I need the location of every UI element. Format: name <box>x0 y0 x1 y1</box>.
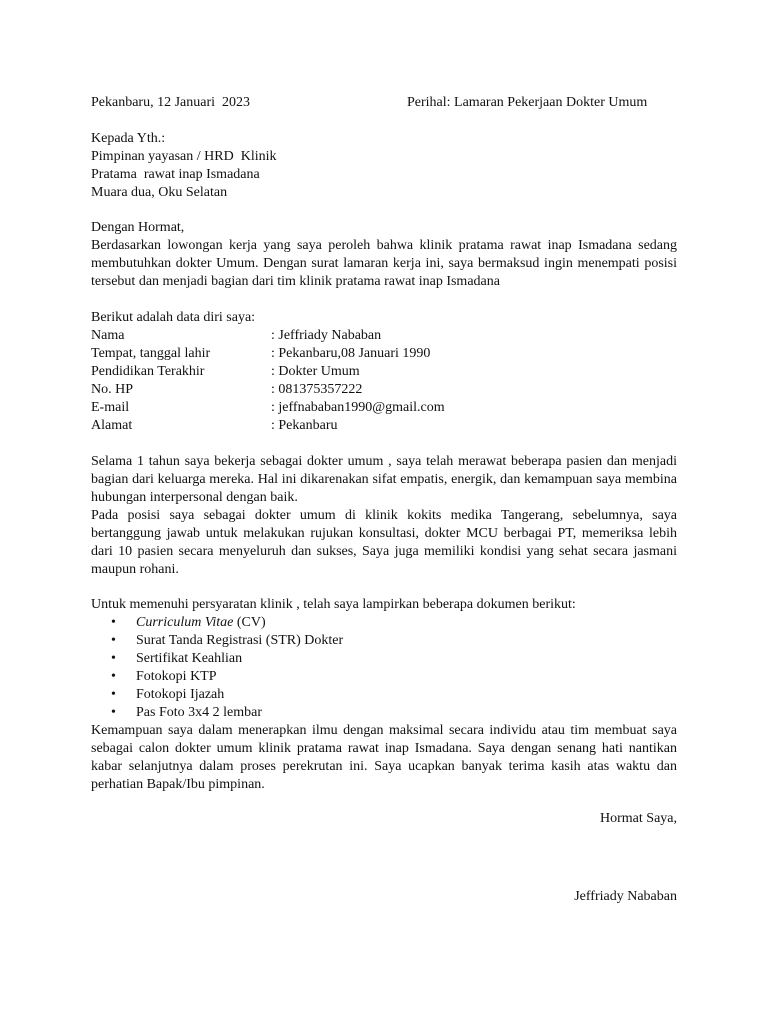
list-item <box>91 614 677 632</box>
list-item <box>91 650 677 668</box>
personal-data-value: : Pekanbaru <box>271 418 338 433</box>
documents-section <box>91 596 677 794</box>
personal-data-row <box>91 327 677 345</box>
bullet-icon: • <box>111 669 116 684</box>
list-item <box>91 704 677 722</box>
document-name: Sertifikat Keahlian <box>136 651 243 666</box>
document-name-suffix: (CV) <box>233 615 266 630</box>
bullet-icon: • <box>111 615 116 630</box>
personal-data-row <box>91 399 677 417</box>
documents-list <box>91 614 677 722</box>
personal-data-row <box>91 381 677 399</box>
bullet-icon: • <box>111 651 116 666</box>
personal-data-value: : Pekanbaru,08 Januari 1990 <box>271 346 431 361</box>
bullet-icon: • <box>111 633 116 648</box>
personal-data-row <box>91 345 677 363</box>
personal-data-label: Pendidikan Terakhir <box>91 364 205 379</box>
list-item <box>91 686 677 704</box>
letter-header <box>91 94 677 112</box>
document-name: Pas Foto 3x4 2 lembar <box>136 705 262 720</box>
personal-data-label: Tempat, tanggal lahir <box>91 346 211 361</box>
bullet-icon: • <box>111 687 116 702</box>
recipient-line: Pratama rawat inap Ismadana <box>91 167 260 182</box>
experience-paragraph-1: Selama 1 tahun saya bekerja sebagai dokter umum , saya telah merawat beberapa pasien dan menjadi bagian dari keluarga mereka. Hal ini dikarenakan sifat empatis, energik, dan kemampuan saya membina hubungan interpersonal dengan baik. <box>91 454 677 505</box>
letter-date: Pekanbaru, 12 Januari 2023 <box>91 95 251 110</box>
closing-regards: Hormat Saya, <box>600 811 677 826</box>
experience-paragraph-2: Pada posisi saya sebagai dokter umum di klinik kokits medika Tangerang, sebelumnya, saya bertanggung jawab untuk melakukan rujukan konsultasi, dokter MCU berbagai PT, memeriksa lebih dari 10 pasien secara menyeluruh dan sukses, Saya juga memiliki kondisi yang sehat secara jasmani maupun rohani. <box>91 508 677 577</box>
personal-data-value: : Dokter Umum <box>271 364 360 379</box>
opening-section <box>91 219 677 291</box>
personal-data-row <box>91 363 677 381</box>
recipient-line: Pimpinan yayasan / HRD Klinik <box>91 149 277 164</box>
personal-data-row <box>91 417 677 435</box>
letter-subject: Perihal: Lamaran Pekerjaan Dokter Umum <box>407 95 648 110</box>
document-name: Surat Tanda Registrasi (STR) Dokter <box>136 633 344 648</box>
list-item <box>91 668 677 686</box>
recipient-line: Muara dua, Oku Selatan <box>91 185 228 200</box>
personal-data-value: : 081375357222 <box>271 382 363 397</box>
document-name: Fotokopi KTP <box>136 669 217 684</box>
personal-data-intro: Berikut adalah data diri saya: <box>91 310 256 325</box>
closing-paragraph: Kemampuan saya dalam menerapkan ilmu dengan maksimal secara individu atau tim membuat saya sebagai calon dokter umum klinik pratama rawat inap Ismadana. Saya dengan senang hati nantikan kabar selanjutnya dalam proses perekrutan ini. Saya ucapkan banyak terima kasih atas waktu dan perhatian Bapak/Ibu pimpinan. <box>91 723 677 792</box>
opening-paragraph: Berdasarkan lowongan kerja yang saya peroleh bahwa klinik pratama rawat inap Ismadana sedang membutuhkan dokter Umum. Dengan surat lamaran kerja ini, saya bermaksud ingin menempati posisi tersebut dan menjadi bagian dari tim klinik pratama rawat inap Ismadana <box>91 238 677 289</box>
personal-data-label: Alamat <box>91 418 133 433</box>
personal-data-label: No. HP <box>91 382 134 397</box>
bullet-icon: • <box>111 705 116 720</box>
document-name-italic: Curriculum Vitae <box>136 615 234 630</box>
recipient-block <box>91 130 677 202</box>
recipient-line: Kepada Yth.: <box>91 131 166 146</box>
document-name: Fotokopi Ijazah <box>136 687 225 702</box>
experience-section <box>91 453 677 579</box>
list-item <box>91 632 677 650</box>
signer-name: Jeffriady Nababan <box>574 889 677 904</box>
personal-data-label: E-mail <box>91 400 130 415</box>
personal-data-value: : Jeffriady Nababan <box>271 328 382 343</box>
greeting: Dengan Hormat, <box>91 220 185 235</box>
personal-data-value: : jeffnababan1990@gmail.com <box>271 400 445 415</box>
personal-data-label: Nama <box>91 328 125 343</box>
documents-intro: Untuk memenuhi persyaratan klinik , telah saya lampirkan beberapa dokumen berikut: <box>91 597 576 612</box>
personal-data-section <box>91 309 677 435</box>
